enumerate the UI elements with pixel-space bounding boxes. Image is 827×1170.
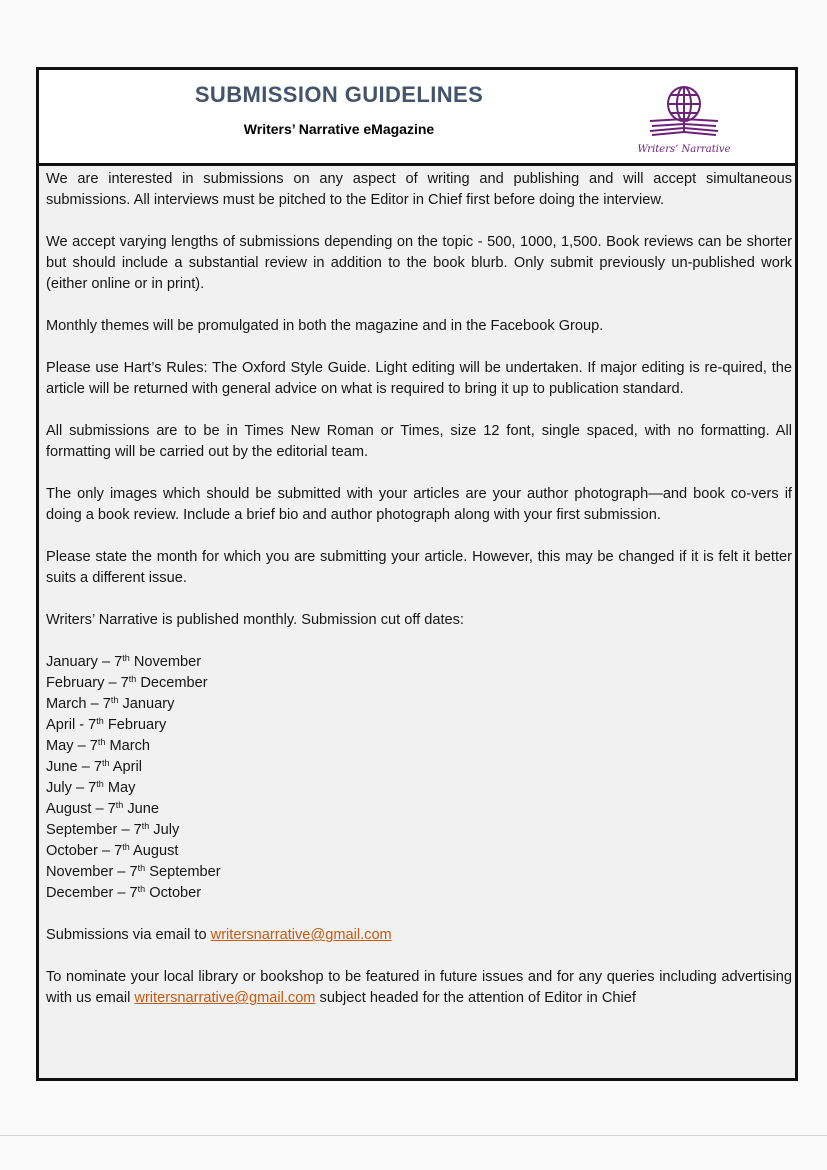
nominate-email-link[interactable]: writersnarrative@gmail.com [134,990,316,1006]
cutoff-date-row: July – 7th May [46,779,136,796]
guidelines-body [46,169,792,1030]
magazine-logo [631,82,737,162]
cutoff-dates-list [46,652,792,904]
cutoff-date-row: August – 7th June [46,800,159,817]
cutoff-date-row: September – 7th July [46,821,180,838]
header [39,70,795,166]
paragraph-cutoff-intro: Writers’ Narrative is published monthly. Submission cut off dates: [46,612,464,628]
cutoff-date-row: December – 7th October [46,884,202,901]
cutoff-date-row: January – 7th November [46,653,202,670]
paragraph-month: Please state the month for which you are submitting your article. However, this may be changed if it is felt it better suits a different issue. [46,549,792,586]
cutoff-date-row: March – 7th January [46,695,175,712]
logo-text: Writers’ Narrative [637,144,731,155]
paragraph-images: The only images which should be submitted with your articles are your author photograph—and book co-vers if doing a book review. Include a brief bio and author photograph along with your first submission. [46,486,792,523]
paragraph-formatting: All submissions are to be in Times New Roman or Times, size 12 font, single spaced, with no formatting. All formatting will be carried out by the editorial team. [46,423,792,460]
guidelines-frame [36,67,798,1081]
paragraph-style-guide: Please use Hart’s Rules: The Oxford Style Guide. Light editing will be undertaken. If major editing is re-quired, the article will be returned with general advice on what is required to bring it up to publication standard. [46,360,792,397]
paragraph-nominate [46,967,792,1009]
nominate-suffix: subject headed for the attention of Editor in Chief [315,990,636,1006]
cutoff-date-row: June – 7th April [46,758,142,775]
paragraph-submission-email [46,925,792,946]
paragraph-submission-lengths: We accept varying lengths of submissions depending on the topic - 500, 1000, 1,500. Book reviews can be shorter but should include a substantial review in addition to the book blurb. Only submit previously un-published work (either online or in print). [46,234,792,292]
magazine-subtitle: Writers’ Narrative eMagazine [243,121,435,137]
cutoff-date-row: May – 7th March [46,737,151,754]
cutoff-date-row: April - 7th February [46,716,167,733]
submission-email-link[interactable]: writersnarrative@gmail.com [210,927,392,943]
nominate-text: To nominate your local library or bookshop to be featured in future issues and for any queries including advertising with us email [46,969,792,1006]
submission-email-label: Submissions via email to [46,927,211,943]
globe-book-logo-icon [644,82,724,142]
paragraph-submissions-scope: We are interested in submissions on any aspect of writing and publishing and will accept simultaneous submissions. All interviews must be pitched to the Editor in Chief first before doing the interview. [46,171,792,208]
page-title: SUBMISSION GUIDELINES [194,82,484,107]
page-divider [0,1135,827,1136]
cutoff-date-row: October – 7th August [46,842,179,859]
cutoff-date-row: February – 7th December [46,674,208,691]
paragraph-monthly-themes: Monthly themes will be promulgated in both the magazine and in the Facebook Group. [46,318,604,334]
cutoff-date-row: November – 7th September [46,863,221,880]
